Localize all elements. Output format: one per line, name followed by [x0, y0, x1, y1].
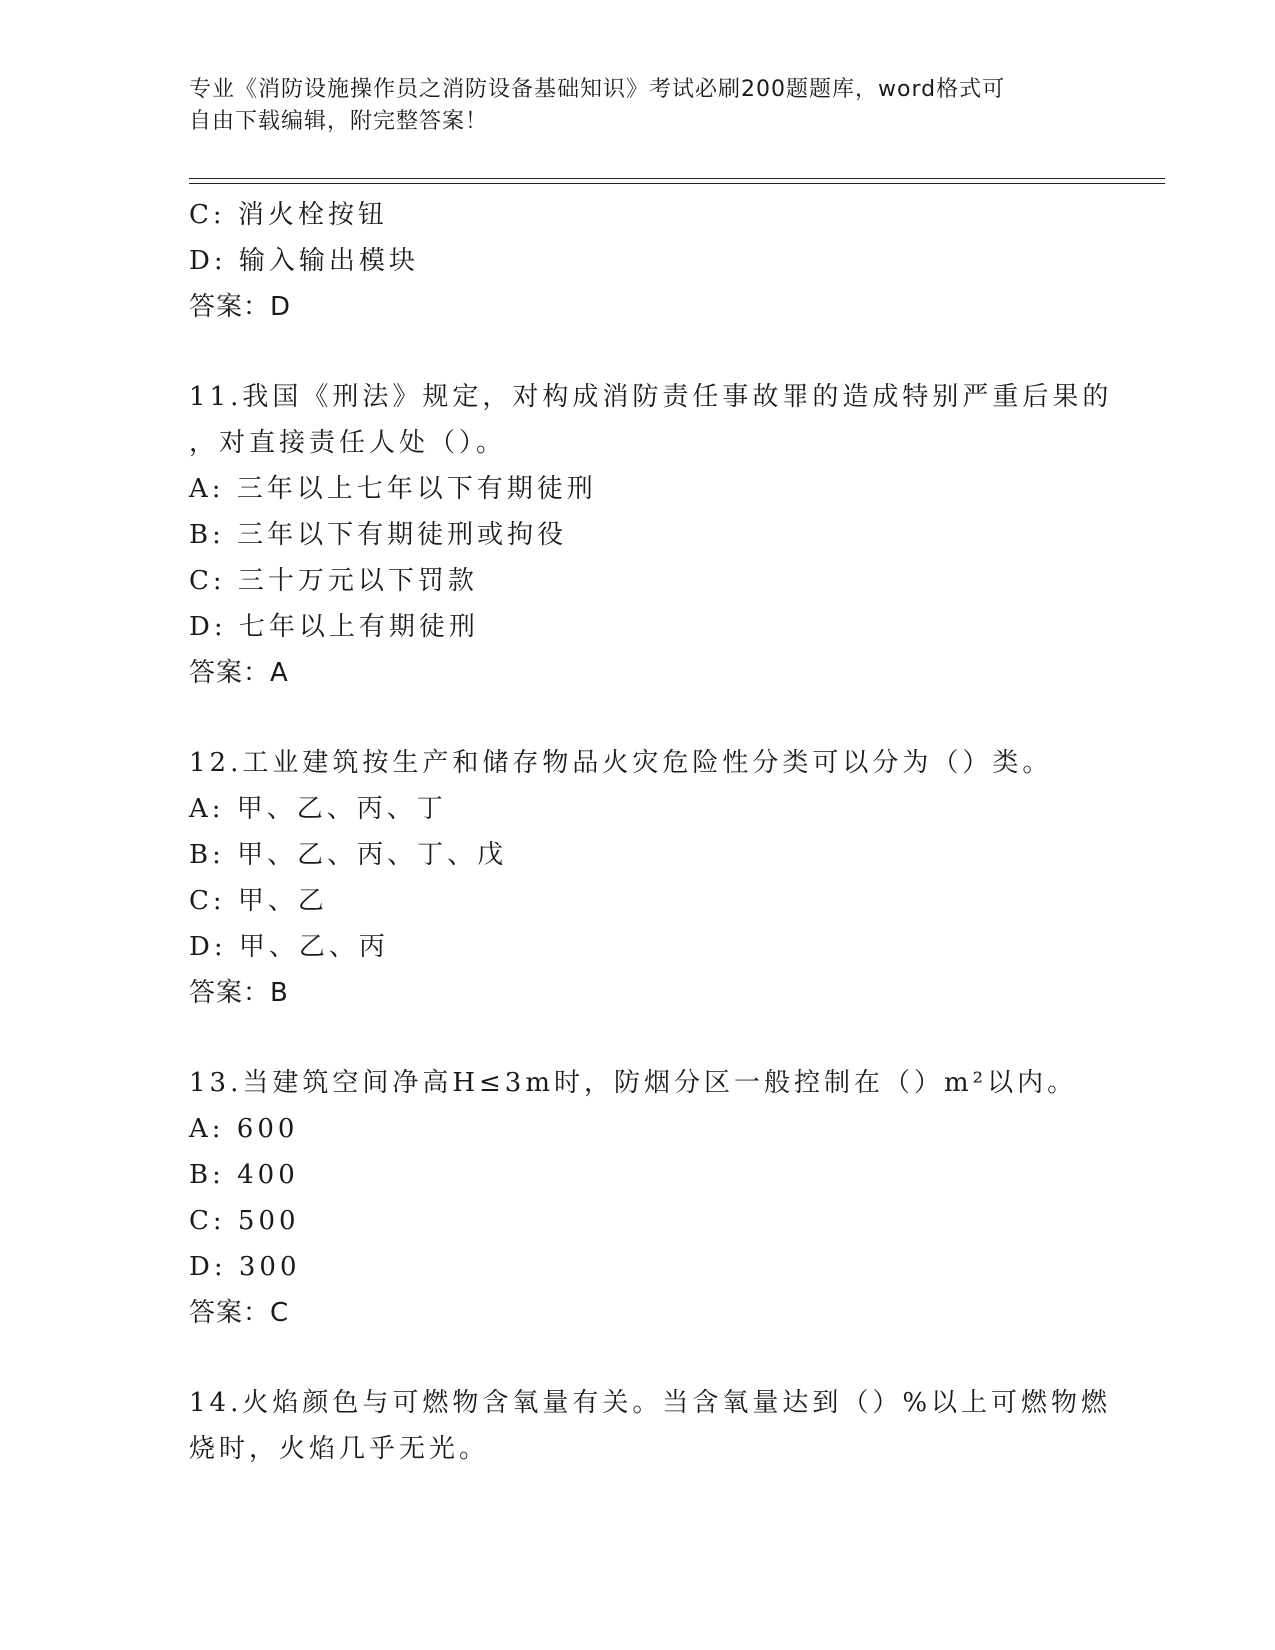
answer-line: 答案：D: [189, 292, 292, 322]
option-c: C: 500: [189, 1206, 300, 1236]
question-stem-line: 11.我国《刑法》规定，对构成消防责任事故罪的造成特别严重后果的: [189, 382, 1113, 412]
partial-question: [189, 192, 1149, 330]
spacer: [189, 1336, 1149, 1380]
question-stem-line: 烧时，火焰几乎无光。: [189, 1434, 490, 1464]
option-a: A: 三年以上七年以下有期徒刑: [189, 474, 597, 504]
question-12: [189, 740, 1149, 1016]
spacer: [189, 696, 1149, 740]
option-b: B: 400: [189, 1160, 299, 1190]
option-d: D: 300: [189, 1252, 301, 1282]
question-stem-line: 13.当建筑空间净高H≤3m时，防烟分区一般控制在（）m²以内。: [189, 1068, 1078, 1098]
spacer: [189, 1016, 1149, 1060]
option-a: A: 600: [189, 1114, 299, 1144]
option-c: C: 甲、乙: [189, 886, 328, 916]
question-14: [189, 1380, 1149, 1472]
question-11: [189, 374, 1149, 696]
question-stem-line: ，对直接责任人处（）。: [189, 428, 507, 458]
option-b: B: 甲、乙、丙、丁、戊: [189, 840, 508, 870]
header-divider-bottom: [189, 183, 1165, 184]
question-13: [189, 1060, 1149, 1336]
option-c: C: 三十万元以下罚款: [189, 566, 478, 596]
question-list: [189, 192, 1149, 1472]
option-b: B: 三年以下有期徒刑或拘役: [189, 520, 568, 550]
option-a: A: 甲、乙、丙、丁: [189, 794, 447, 824]
answer-line: 答案：B: [189, 978, 289, 1008]
document-header: [189, 74, 1089, 138]
option-d: D: 七年以上有期徒刑: [189, 612, 479, 642]
answer-line: 答案：A: [189, 658, 289, 688]
option-d: D: 输入输出模块: [189, 246, 419, 276]
header-line-1: 专业《消防设施操作员之消防设备基础知识》考试必刷200题题库，word格式可: [189, 77, 1006, 102]
answer-line: 答案：C: [189, 1298, 290, 1328]
spacer: [189, 330, 1149, 374]
question-stem-line: 14.火焰颜色与可燃物含氧量有关。当含氧量达到（）%以上可燃物燃: [189, 1388, 1112, 1418]
header-line-2: 自由下载编辑，附完整答案！: [189, 109, 489, 134]
header-divider-top: [189, 178, 1165, 179]
option-d: D: 甲、乙、丙: [189, 932, 389, 962]
option-c: C: 消火栓按钮: [189, 200, 388, 230]
question-stem-line: 12.工业建筑按生产和储存物品火灾危险性分类可以分为（）类。: [189, 748, 1053, 778]
